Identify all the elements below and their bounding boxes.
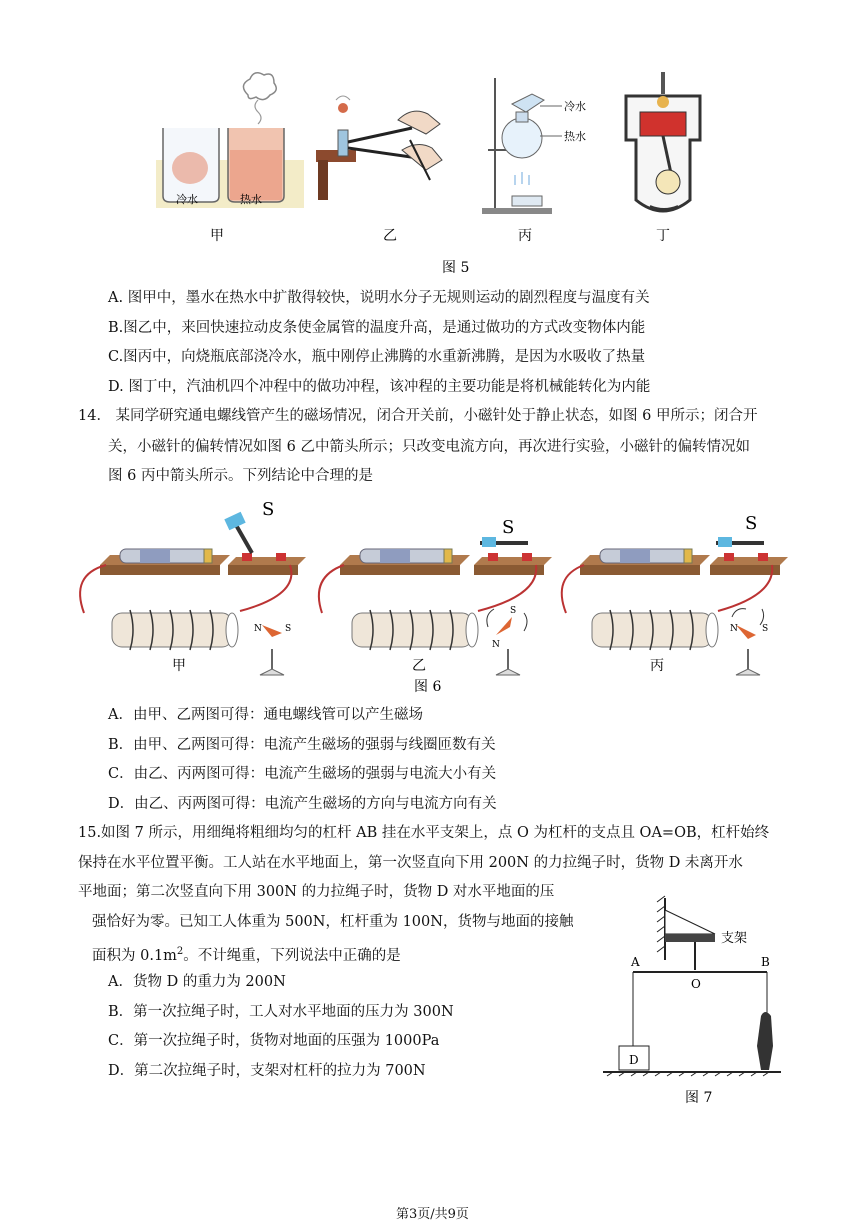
q15-stem-line-3: 平地面；第二次竖直向下用 300N 的力拉绳子时，货物 D 对水平地面的压	[78, 884, 555, 900]
fig5-engine	[626, 72, 700, 211]
fig5-label-ding: 丁	[656, 228, 670, 244]
fig6-jia-compass-s: S	[285, 624, 292, 634]
q14-option-c: C．由乙、丙两图可得：电流产生磁场的强弱与电流大小有关	[108, 766, 497, 782]
fig6-yi-switch-s: S	[502, 517, 515, 538]
fig6-label-bing: 丙	[650, 658, 664, 674]
page-footer: 第3页/共9页	[396, 1207, 469, 1222]
fig5-beakers	[156, 73, 304, 208]
fig6-panel-bing	[562, 537, 788, 675]
q13-option-a: A. 图甲中，墨水在热水中扩散得较快，说明水分子无规则运动的剧烈程度与温度有关	[108, 290, 650, 306]
fig6-label-jia: 甲	[172, 658, 186, 674]
fig6-yi-compass-s: S	[510, 606, 517, 616]
fig5-label-jia: 甲	[210, 228, 224, 244]
q14-option-b: B．由甲、乙两图可得：电流产生磁场的强弱与线圈匝数有关	[108, 737, 496, 753]
q14-stem-line-3: 图 6 丙中箭头所示。下列结论中合理的是	[108, 468, 373, 484]
fig6-bing-compass-s: S	[762, 624, 769, 634]
fig6-panel-yi	[319, 537, 552, 675]
q15-stem-line-2: 保持在水平位置平衡。工人站在水平地面上，第一次竖直向下用 200N 的力拉绳子时，货物 D 未离开水	[78, 855, 743, 871]
fig6-bing-compass-n: N	[730, 624, 738, 634]
q15-stem-line-4: 强恰好为零。已知工人体重为 500N，杠杆重为 100N，货物与地面的接触	[92, 914, 574, 930]
q15-area-suffix: 。不计绳重，下列说法中正确的是	[183, 947, 401, 964]
q15-stem-line-5	[92, 942, 401, 966]
fig6-yi-compass-n: N	[492, 640, 500, 650]
fig6-label-yi: 乙	[412, 658, 426, 674]
fig7-support-label: 支架	[721, 931, 748, 946]
figure-5	[0, 0, 868, 280]
q13-option-c: C.图丙中，向烧瓶底部浇冷水，瓶中刚停止沸腾的水重新沸腾，是因为水吸收了热量	[108, 349, 646, 365]
q15-area-prefix: 面积为 0.1m	[92, 947, 177, 964]
flask-label-cold: 冷水	[564, 100, 586, 113]
fig7-caption: 图 7	[685, 1090, 713, 1106]
figure-6	[0, 495, 868, 700]
fig7-label-b: B	[761, 955, 770, 969]
fig6-jia-switch-s: S	[262, 499, 275, 520]
q15-option-b: B．第一次拉绳子时，工人对水平地面的压力为 300N	[108, 1004, 454, 1020]
q15-option-a: A．货物 D 的重力为 200N	[108, 974, 286, 990]
q14-option-a: A．由甲、乙两图可得：通电螺线管可以产生磁场	[108, 707, 423, 723]
q14-stem-line-1: 14． 某同学研究通电螺线管产生的磁场情况，闭合开关前，小磁针处于静止状态，如图 6 甲所示；闭合开	[78, 408, 758, 424]
beaker-label-hot: 热水	[240, 193, 262, 206]
figure-7	[595, 890, 795, 1110]
q15-option-d: D．第二次拉绳子时，支架对杠杆的拉力为 700N	[108, 1063, 426, 1079]
fig5-caption: 图 5	[442, 260, 470, 276]
q15-area-sup: 2	[176, 946, 184, 957]
q13-option-b: B.图乙中，来回快速拉动皮条使金属管的温度升高，是通过做功的方式改变物体内能	[108, 320, 646, 336]
fig6-bing-switch-s: S	[745, 513, 758, 534]
fig7-label-o: O	[691, 977, 701, 991]
fig6-caption: 图 6	[414, 679, 442, 695]
q15-stem-line-1: 15.如图 7 所示，用细绳将粗细均匀的杠杆 AB 挂在水平支架上，点 O 为杠杆的支点且 OA=OB，杠杆始终	[78, 825, 770, 841]
q14-option-d: D．由乙、丙两图可得：电流产生磁场的方向与电流方向有关	[108, 796, 497, 812]
fig7-label-a: A	[631, 955, 640, 969]
fig6-panel-jia	[80, 512, 306, 675]
fig6-jia-compass-n: N	[254, 624, 262, 634]
fig5-friction-tube	[316, 96, 442, 200]
beaker-label-cold: 冷水	[176, 193, 198, 206]
flask-label-hot: 热水	[564, 130, 586, 143]
q14-stem-line-2: 关，小磁针的偏转情况如图 6 乙中箭头所示；只改变电流方向，再次进行实验，小磁针的偏转情况如	[108, 439, 750, 455]
q13-option-d: D. 图丁中，汽油机四个冲程中的做功冲程，该冲程的主要功能是将机械能转化为内能	[108, 379, 651, 395]
q15-option-c: C．第一次拉绳子时，货物对地面的压强为 1000Pa	[108, 1033, 440, 1049]
fig7-label-d: D	[629, 1053, 639, 1067]
fig5-label-yi: 乙	[383, 228, 397, 244]
fig5-flask-stand	[482, 78, 562, 214]
fig5-label-bing: 丙	[518, 228, 532, 244]
